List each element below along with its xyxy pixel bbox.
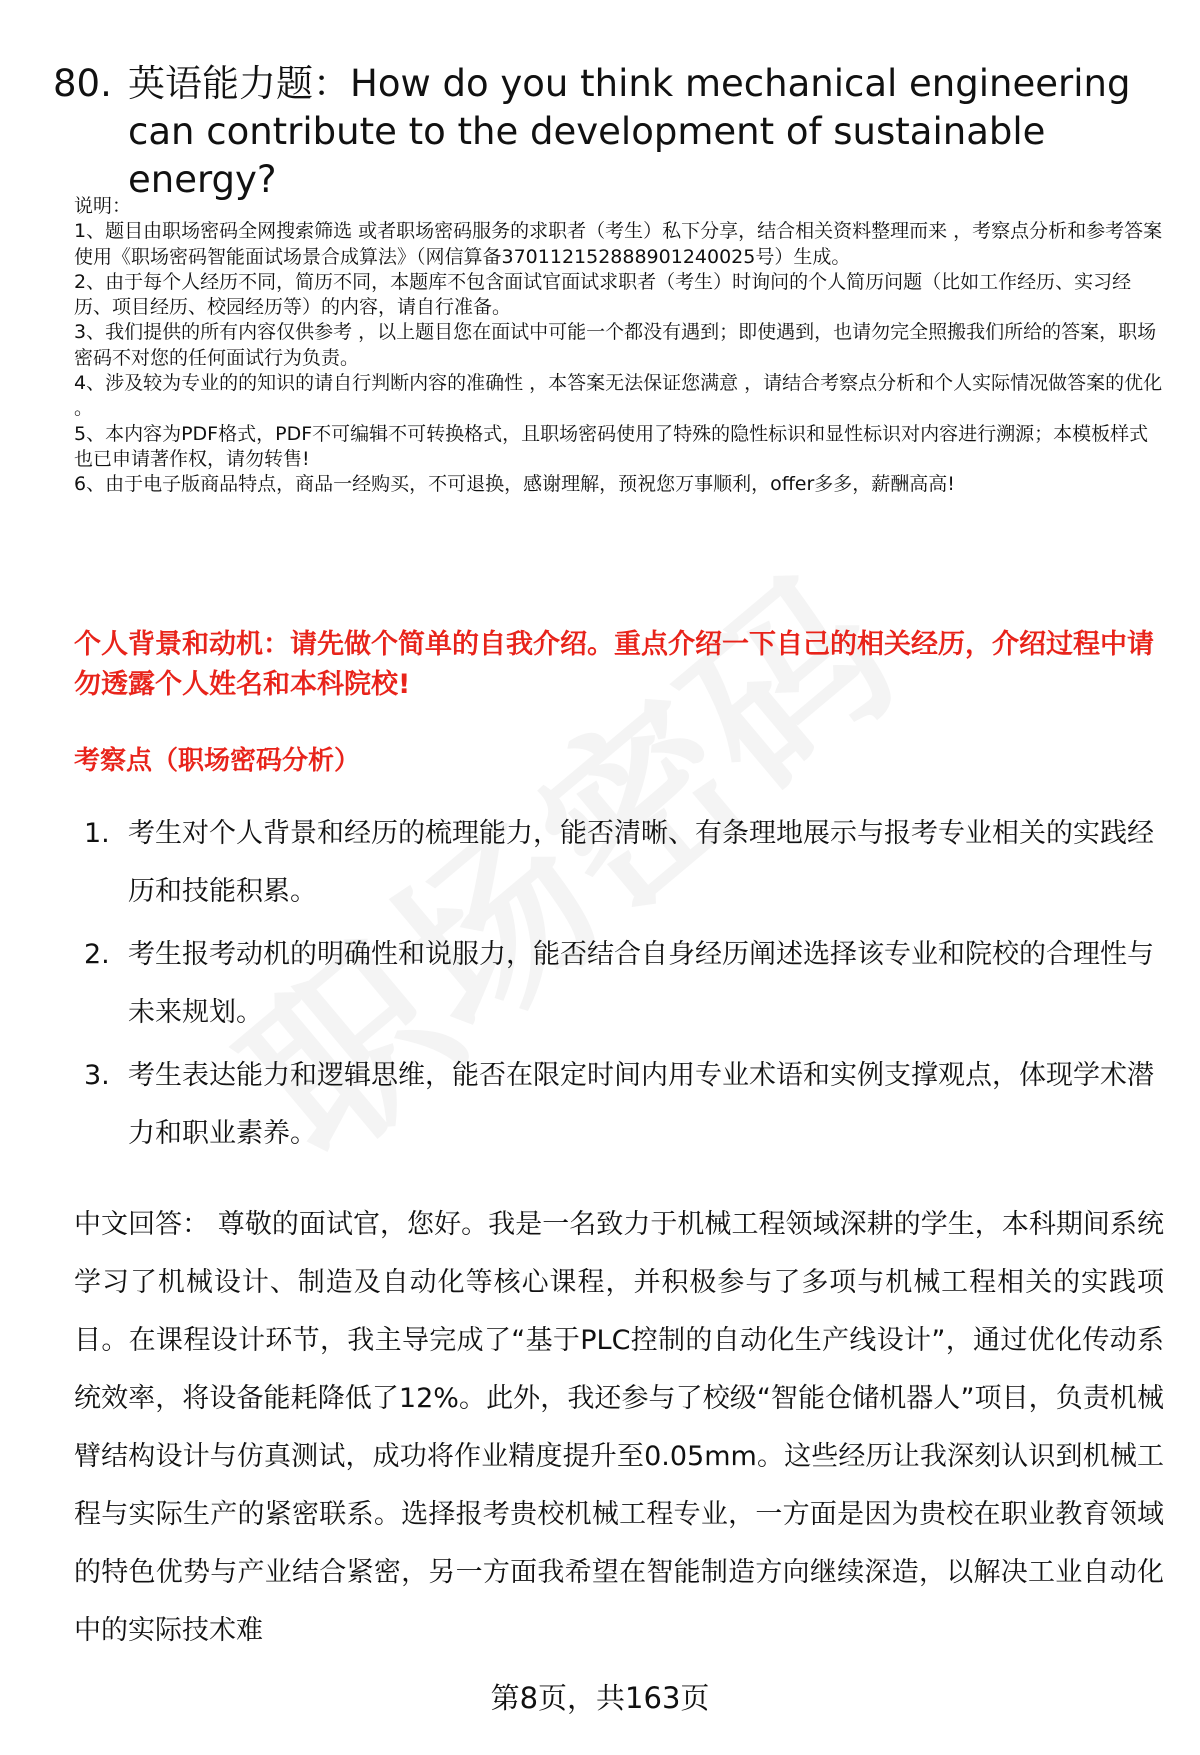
note-item: 2、由于每个人经历不同，简历不同，本题库不包含面试官面试求职者（考生）时询问的个人简历问题（比如工作经历、实习经历、项目经历、校园经历等）的内容，请自行准备。: [74, 270, 1132, 319]
analysis-heading: 考察点（职场密码分析）: [74, 746, 361, 776]
answer-label: 中文回答：: [74, 1209, 210, 1240]
notes-heading: 说明：: [74, 195, 132, 217]
list-text: 考生表达能力和逻辑思维，能否在限定时间内用专业术语和实例支撑观点，体现学术潜力和职业素养。: [128, 1060, 1154, 1149]
note-item: 1、题目由职场密码全网搜索筛选 或者职场密码服务的求职者（考生）私下分享，结合相关资料整理而来 ，考察点分析和参考答案使用《职场密码智能面试场景合成算法》（网信算备370112152888901240025号）生成。: [74, 220, 1163, 268]
list-number: 2.: [84, 939, 110, 970]
note-item: 3、我们提供的所有内容仅供参考 ，以上题目您在面试中可能一个都没有遇到；即使遇到，也请勿完全照搬我们所给的答案，职场密码不对您的任何面试行为负责。: [74, 321, 1157, 369]
list-text: 考生报考动机的明确性和说服力，能否结合自身经历阐述选择该专业和院校的合理性与未来规划。: [128, 939, 1154, 1028]
list-number: 1.: [84, 818, 110, 849]
list-item: [84, 926, 1154, 1042]
question-text: 英语能力题：How do you think mechanical engineering can contribute to the development of sustainable energy?: [128, 62, 1131, 201]
analysis-list: [84, 805, 1154, 1168]
notes-section: [74, 194, 1164, 498]
list-text: 考生对个人背景和经历的梳理能力，能否清晰、有条理地展示与报考专业相关的实践经历和技能积累。: [128, 818, 1154, 907]
question-number: 80.: [53, 62, 112, 105]
list-item: [84, 805, 1154, 921]
list-item: [84, 1047, 1154, 1163]
note-item: 4、涉及较为专业的的知识的请自行判断内容的准确性 ，本答案无法保证您满意 ，请结合考察点分析和个人实际情况做答案的优化 。: [74, 372, 1163, 420]
list-number: 3.: [84, 1060, 110, 1091]
note-item: 6、由于电子版商品特点，商品一经购买，不可退换，感谢理解，预祝您万事顺利，offer多多，薪酬高高!: [74, 473, 955, 496]
intro-prompt: 个人背景和动机：请先做个简单的自我介绍。重点介绍一下自己的相关经历，介绍过程中请勿透露个人姓名和本科院校!: [74, 629, 1154, 700]
answer-text: 尊敬的面试官，您好。我是一名致力于机械工程领域深耕的学生，本科期间系统学习了机械设计、制造及自动化等核心课程，并积极参与了多项与机械工程相关的实践项目。在课程设计环节，我主导完成了“基于PLC控制的自动化生产线设计”，通过优化传动系统效率，将设备能耗降低了12%。此外，我还参与了校级“智能仓储机器人”项目，负责机械臂结构设计与仿真测试，成功将作业精度提升至0.05mm。这些经历让我深刻认识到机械工程与实际生产的紧密联系。选择报考贵校机械工程专业，一方面是因为贵校在职业教育领域的特色优势与产业结合紧密，另一方面我希望在智能制造方向继续深造，以解决工业自动化中的实际技术难: [74, 1209, 1164, 1646]
answer-section: [74, 1196, 1164, 1660]
note-item: 5、本内容为PDF格式，PDF不可编辑不可转换格式，且职场密码使用了特殊的隐性标识和显性标识对内容进行溯源；本模板样式也已申请著作权，请勿转售!: [74, 422, 1149, 470]
question-title: [53, 60, 1163, 204]
page-footer: 第8页，共163页: [490, 1681, 710, 1715]
